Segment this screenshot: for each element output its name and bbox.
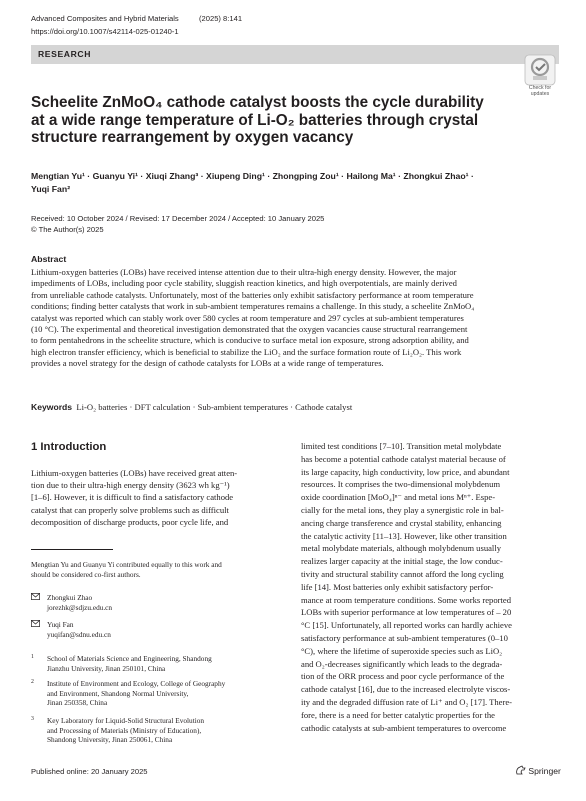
intro-line: tivity and structural stability cannot afford the long cycling xyxy=(301,568,504,579)
publisher-name: Springer xyxy=(528,766,561,776)
affiliation-line: Key Laboratory for Liquid-Solid Structural Evolution xyxy=(47,716,205,725)
affiliation-line: School of Materials Science and Engineering, Shandong xyxy=(47,654,212,663)
affiliation-line: Jianzhu University, Jinan 250101, China xyxy=(47,663,166,673)
corr-email[interactable]: jorezhk@sdjzu.edu.cn xyxy=(47,602,113,612)
intro-line: the catalytic activity [11–13]. However, like other transition xyxy=(301,530,507,541)
intro-line: catalyst that can properly solve problems such as difficult xyxy=(31,504,229,515)
correspondence-author xyxy=(31,620,287,639)
intro-line: realizes larger capacity at the initial stage, the low conduc- xyxy=(301,556,503,567)
published-online: Published online: 20 January 2025 xyxy=(31,767,148,776)
author-line: Mengtian Yu¹ · Guanyu Yi¹ · Xiuqi Zhang³ · Xiupeng Ding¹ · Zhongping Zou¹ · Hailong Ma¹ · Zhongkui Zhao¹ · xyxy=(31,171,474,181)
intro-line: decomposition of discharge products, poor cycle life, and xyxy=(31,516,229,527)
affiliation-number: 2 xyxy=(31,679,34,685)
intro-line: °C [15]. Unfortunately, all reported works can hardly achieve xyxy=(301,620,512,631)
article-title xyxy=(31,94,501,147)
affiliation-number: 1 xyxy=(31,654,34,660)
abstract-line: provides a novel strategy for the design of cathode catalysts for LOBs at a wide range of temperatures. xyxy=(31,358,384,369)
corr-name: Zhongkui Zhao xyxy=(47,593,93,602)
abstract-heading: Abstract xyxy=(31,254,67,264)
intro-line: Lithium-oxygen batteries (LOBs) have received great atten- xyxy=(31,468,238,478)
co-first-author-note xyxy=(31,560,287,579)
author-list xyxy=(31,170,551,196)
intro-line: its large capacity, high conductivity, low price, and abundant xyxy=(301,466,510,477)
copyright-notice: © The Author(s) 2025 xyxy=(31,224,104,234)
check-for-updates-label[interactable] xyxy=(520,85,560,97)
abstract-line: from unreliable cathode catalysts. Unfortunately, most of the batteries only exhibit satisfactory performance at room temperature xyxy=(31,289,474,300)
article-dates xyxy=(31,214,324,235)
corr-email[interactable]: yuqifan@sdnu.edu.cn xyxy=(47,629,111,639)
intro-line: cathode catalyst [16], due to the increased electrolyte viscos- xyxy=(301,684,511,695)
affiliation xyxy=(31,679,287,708)
intro-line: fore, there is a need for better catalytic properties for the xyxy=(301,709,495,720)
keywords xyxy=(31,402,352,412)
footnote-line: Mengtian Yu and Guanyu Yi contributed equally to this work and xyxy=(31,560,222,569)
abstract-line: catalyst was reported which can stably work over 580 cycles at room temperature and 297 cycles at sub-ambient temperatures xyxy=(31,312,464,323)
title-line: Scheelite ZnMoO₄ cathode catalyst boosts the cycle durability xyxy=(31,94,484,111)
section-label: RESEARCH xyxy=(38,49,92,59)
affiliation xyxy=(31,716,287,745)
corr-name: Yuqi Fan xyxy=(47,620,74,629)
section-band xyxy=(31,45,559,64)
check-line2: updates xyxy=(530,91,550,97)
abstract-line: to form pentahedrons in the scheelite structure, which is conducive to surface metal ion exposure, strong adsorption ability, and xyxy=(31,335,469,346)
intro-line: tion of the ORR process and poor cycle performance of the xyxy=(301,671,505,682)
title-line: at a wide range temperature of Li-O₂ batteries through crystal xyxy=(31,111,479,129)
affiliation-line: Shandong University, Jinan 250061, China xyxy=(47,735,173,745)
abstract-line: high electron transfer efficiency, which is beneficial to stabilize the LiO₂ and the surface formation route of Li₂O₂. This work xyxy=(31,346,462,357)
abstract-line: (10 °C). The experimental and theoretical investigation demonstrated that the oxygen vacancies cause structural rearrangement xyxy=(31,324,468,335)
envelope-icon xyxy=(31,593,40,600)
correspondence-author xyxy=(31,593,287,612)
abstract-line: Lithium-oxygen batteries (LOBs) have received intense attention due to their ultra-high energy density. However, the major xyxy=(31,267,457,277)
affiliation-line: and Environment, Shandong Normal University, xyxy=(47,688,189,698)
doi-link[interactable]: https://doi.org/10.1007/s42114-025-01240-1 xyxy=(31,27,179,36)
affiliation-line: Jinan 250358, China xyxy=(47,698,108,708)
check-for-updates-icon[interactable] xyxy=(524,54,556,86)
springer-horse-icon xyxy=(515,765,526,775)
intro-right-column xyxy=(301,440,557,734)
journal-name: Advanced Composites and Hybrid Materials xyxy=(31,14,179,23)
intro-line: cially for the metal ions, they play a synergistic role in bal- xyxy=(301,504,504,515)
intro-line: tion due to their ultra-high energy density (3623 wh kg⁻¹) xyxy=(31,480,230,491)
intro-line: oxide coordination [MoO₄]ⁿ⁻ and metal ions Mⁿ⁺. Espe- xyxy=(301,492,496,503)
keywords-label: Keywords xyxy=(31,402,73,412)
affiliation-line: Institute of Environment and Ecology, College of Geography xyxy=(47,679,226,688)
intro-line: cathodic catalysts at sub-ambient temperatures to overcome xyxy=(301,722,507,733)
envelope-icon xyxy=(31,620,40,627)
introduction-heading: 1 Introduction xyxy=(31,441,107,453)
footnote-line: should be considered co-first authors. xyxy=(31,569,141,579)
affiliation-line: and Processing of Materials (Ministry of Education), xyxy=(47,725,202,735)
abstract-line: impediments of LOBs, including poor cycle stability, sluggish reaction kinetics, and high overpotentials, are mainly derived xyxy=(31,278,457,289)
intro-line: limited test conditions [7–10]. Transition metal molybdate xyxy=(301,441,502,451)
intro-line: [1–6]. However, it is difficult to find a satisfactory cathode xyxy=(31,492,234,503)
intro-line: and O₂-decreases significantly which leads to the degrada- xyxy=(301,658,503,669)
intro-left-column xyxy=(31,467,287,528)
intro-line: ity and the degraded diffusion rate of Li⁺ and O₂ [17]. There- xyxy=(301,696,513,707)
intro-line: metal molybdate materials, although molybdenum usually xyxy=(301,543,502,554)
abstract-line: conditions; finding better catalysts that work in sub-ambient temperatures remains a challenge. In this study, a scheelite ZnMoO₄ xyxy=(31,301,475,312)
affiliation-number: 3 xyxy=(31,716,34,722)
intro-line: ancing charge transference and crystal stability, enhancing xyxy=(301,517,502,528)
footnote-divider xyxy=(31,549,113,550)
keywords-text: Li-O₂ batteries · DFT calculation · Sub-ambient temperatures · Cathode catalyst xyxy=(76,402,353,412)
intro-line: life [14]. Most batteries only exhibit satisfactory perfor- xyxy=(301,581,494,592)
title-line: structure rearrangement by oxygen vacancy xyxy=(31,129,354,146)
publisher-logo xyxy=(515,765,561,776)
author-line: Yuqi Fan² xyxy=(31,184,71,194)
intro-line: resources. It comprises the two-dimensional molybdenum xyxy=(301,479,501,490)
intro-line: satisfactory performance at sub-ambient temperatures (0–10 xyxy=(301,632,508,643)
intro-line: LOBs with superior performance at low temperatures of – 20 xyxy=(301,607,512,618)
intro-line: mance at room temperature conditions. Some works reported xyxy=(301,594,512,605)
intro-line: has become a potential cathode catalyst material because of xyxy=(301,453,506,464)
check-line1: Check for xyxy=(528,85,552,91)
affiliation xyxy=(31,654,287,673)
journal-volume: (2025) 8:141 xyxy=(199,14,243,23)
intro-line: °C), where the lifetime of superoxide species such as LiO₂ xyxy=(301,645,503,656)
abstract-body xyxy=(31,267,557,370)
history-dates: Received: 10 October 2024 / Revised: 17 December 2024 / Accepted: 10 January 2025 xyxy=(31,214,325,223)
